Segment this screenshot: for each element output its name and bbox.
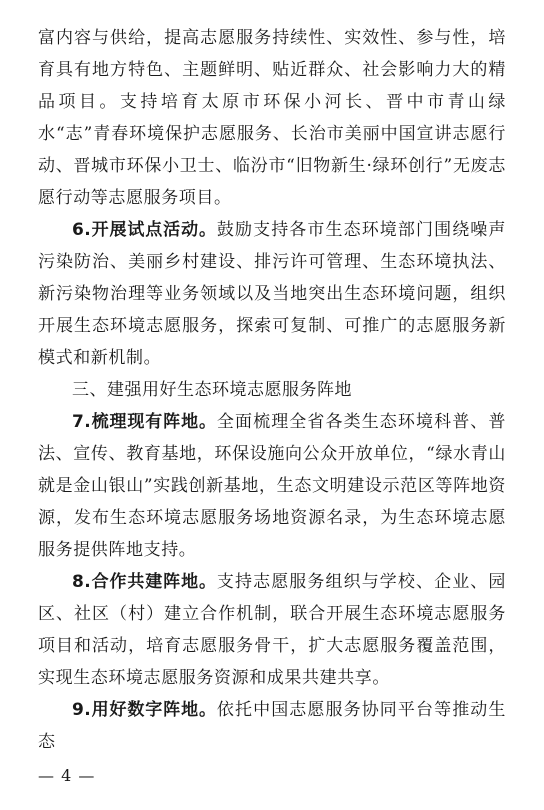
paragraph-item-9 [38,694,506,758]
item-text: 依托中国志愿服务协同平台等推动生态 [38,700,506,752]
paragraph-item-7 [38,406,506,566]
item-lead: 9.用好数字阵地。 [72,700,217,720]
page-number: — 4 — [38,766,96,785]
paragraph-continuation [38,22,506,214]
item-lead: 8.合作共建阵地。 [72,572,217,592]
item-lead: 7.梳理现有阵地。 [72,412,217,432]
paragraph-text: 富内容与供给，提高志愿服务持续性、实效性、参与性，培育具有地方特色、主题鲜明、贴近群众、社会影响力大的精品项目。支持培育太原市环保小河长、晋中市青山绿水“志”青春环境保护志愿服务、长治市美丽中国宣讲志愿行动、晋城市环保小卫士、临汾市“旧物新生·绿环创行”无废志愿行动等志愿服务项目。 [38,28,506,208]
item-lead: 6.开展试点活动。 [72,220,217,240]
item-text: 支持志愿服务组织与学校、企业、园区、社区（村）建立合作机制，联合开展生态环境志愿服务项目和活动，培育志愿服务骨干，扩大志愿服务覆盖范围，实现生态环境志愿服务资源和成果共建共享。 [38,572,506,688]
paragraph-item-8 [38,566,506,694]
document-body [38,22,506,758]
paragraph-item-6 [38,214,506,374]
item-text: 全面梳理全省各类生态环境科普、普法、宣传、教育基地，环保设施向公众开放单位，“绿水青山就是金山银山”实践创新基地，生态文明建设示范区等阵地资源，发布生态环境志愿服务场地资源名录，为生态环境志愿服务提供阵地支持。 [38,412,506,560]
item-text: 鼓励支持各市生态环境部门围绕噪声污染防治、美丽乡村建设、排污许可管理、生态环境执法、新污染物治理等业务领域以及当地突出生态环境问题，组织开展生态环境志愿服务，探索可复制、可推广的志愿服务新模式和新机制。 [38,220,506,368]
section-heading: 三、建强用好生态环境志愿服务阵地 [72,380,352,400]
